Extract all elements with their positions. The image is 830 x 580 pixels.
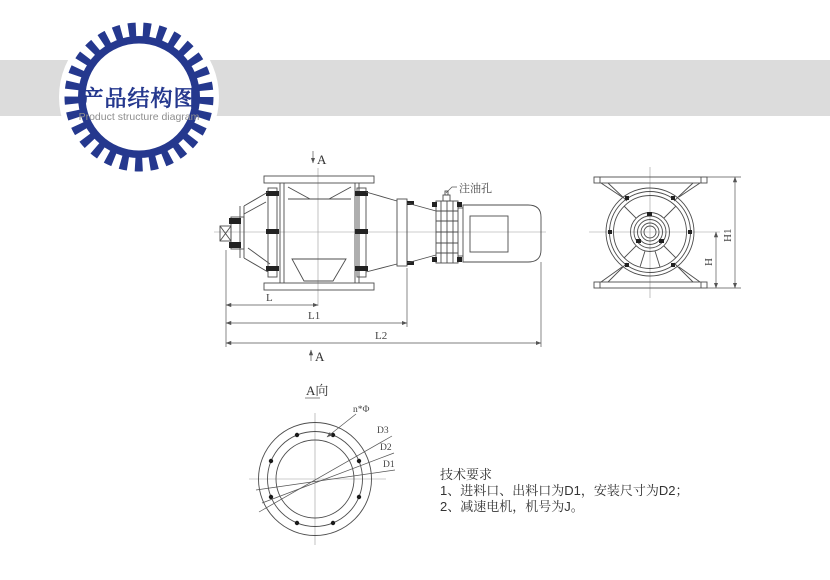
dim-d1-label: D1 [383,460,395,470]
end-view [589,167,741,298]
dim-l1-label: L1 [308,310,321,322]
tech-item-1: 1、进料口、出料口为D1，安装尺寸为D2； [440,483,689,498]
dim-l2-label: L2 [375,330,388,342]
section-a-top-label: A [317,152,327,167]
dim-h1-label: H1 [722,228,734,242]
a-direction-view [249,383,395,545]
logo-subtitle: Product structure diagram [78,111,200,123]
dim-h-label: H [703,258,715,266]
logo-title: 产品结构图 [81,86,197,111]
tech-item-2: 2、减速电机，机号为J。 [440,499,584,514]
dim-d2-label: D2 [380,443,392,453]
dim-l-label: L [266,292,273,304]
tech-title: 技术要求 [440,467,493,482]
main-side-view [214,151,546,364]
a-view-title: A向 [306,383,329,398]
dim-d3-label: D3 [377,426,389,436]
section-a-bottom-label: A [315,349,325,364]
technical-requirements [440,467,688,515]
bolt-count-label: n*Φ [353,405,370,415]
oil-hole-label: 注油孔 [459,183,492,195]
